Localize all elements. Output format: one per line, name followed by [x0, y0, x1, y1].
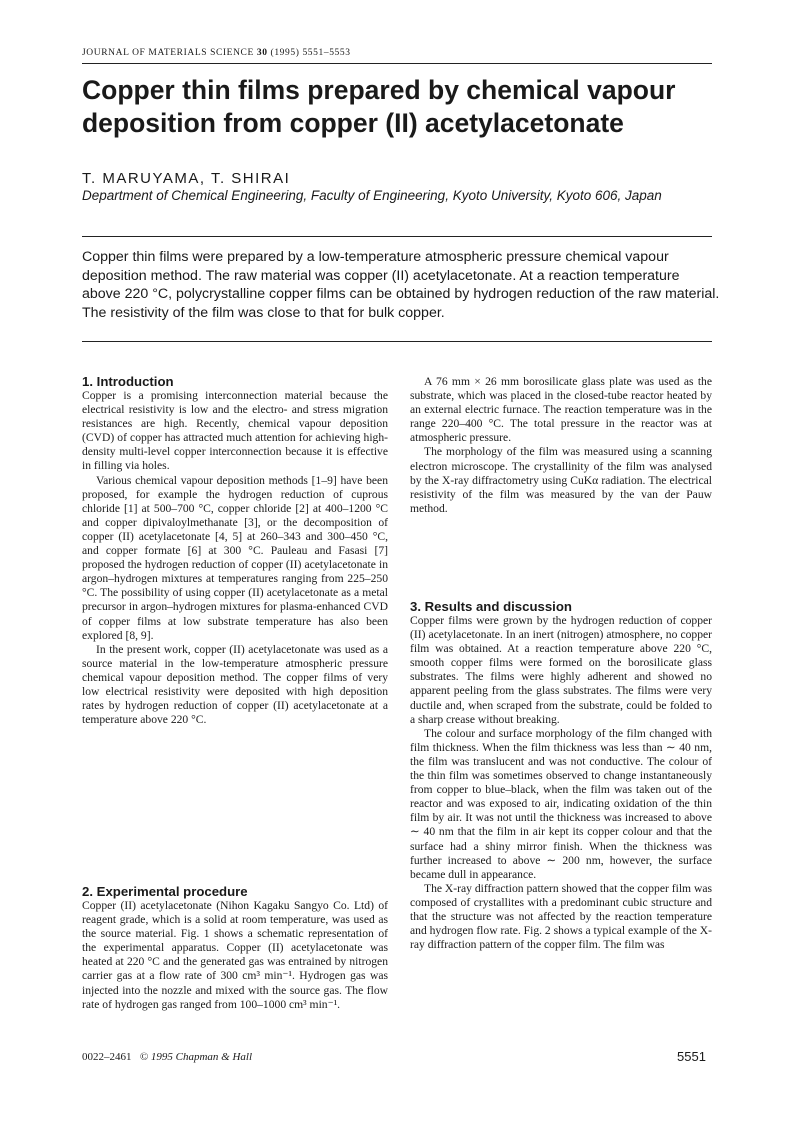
- results-paragraph-2: The colour and surface morphology of the film changed with film thickness. When the film thickness was less than ∼ 40 nm, the film was translucent and was not conductive. The colour of the thin film was sometimes observed to change instantaneously from copper to blue–black, when the film was taken out of the reactor and was exposed to air, indicating oxidation of the thin film by air. It was not until the thickness was increased to above ∼ 40 nm that the film in air kept its copper colour and that the surface had a shiny mirror finish. When the thickness was further increased to above ∼ 200 nm, however, the surface became dull in appearance.: [410, 726, 712, 881]
- abstract: Copper thin films were prepared by a low-temperature atmospheric pressure chemical vapour deposition method. The raw material was copper (II) acetylacetonate. At a reaction temperature above 220 °C, polycrystalline copper films can be obtained by hydrogen reduction of the raw material. The resistivity of the film was close to that for bulk copper.: [82, 249, 720, 321]
- affiliation: Department of Chemical Engineering, Faculty of Engineering, Kyoto University, Kyoto 606, Japan: [82, 188, 662, 203]
- intro-paragraph-3: In the present work, copper (II) acetylacetonate was used as a source material in the low-temperature atmospheric pressure chemical vapour deposition method. The copper films of very low electrical resistivity were deposited with high deposition rates by hydrogen reduction of copper (II) acetylacetonate at a temperature above 220 °C.: [82, 642, 388, 727]
- article-title: Copper thin films prepared by chemical vapour deposition from copper (II) acetylacetonate: [82, 75, 676, 138]
- header-rule: [82, 63, 712, 64]
- heading-introduction: 1. Introduction: [82, 374, 174, 389]
- authors: T. MARUYAMA, T. SHIRAI: [82, 170, 291, 187]
- section-results: [410, 599, 712, 952]
- heading-results: 3. Results and discussion: [410, 599, 572, 614]
- page-number: 5551: [677, 1049, 706, 1064]
- section-experimental-continued: [410, 375, 712, 516]
- experimental-paragraph-2: A 76 mm × 26 mm borosilicate glass plate was used as the substrate, which was placed in the closed-tube reactor heated by an external electric furnace. The reaction temperature was in the range 220–400 °C. The total pressure in the reactor was at atmospheric pressure.: [410, 375, 712, 445]
- results-paragraph-3: The X-ray diffraction pattern showed that the copper film was composed of crystallites with a predominant cubic structure and that the structure was not affected by the reaction temperature and hydrogen flow rate. Fig. 2 shows a typical example of the X-ray diffraction pattern of the copper film. The film was: [410, 881, 713, 952]
- heading-experimental: 2. Experimental procedure: [82, 884, 248, 899]
- experimental-paragraph-3: The morphology of the film was measured using a scanning electron microscope. The crystallinity of the film was analysed by the X-ray diffractometry using CuKα radiation. The electrical resistivity of the film was measured by the van der Pauw method.: [410, 445, 712, 515]
- section-experimental: [82, 884, 388, 1012]
- footer-issn: 0022–2461 © 1995 Chapman & Hall: [82, 1051, 253, 1063]
- section-introduction: [82, 374, 388, 727]
- abstract-top-rule: [82, 236, 712, 237]
- intro-paragraph-2: Various chemical vapour deposition methods [1–9] have been proposed, for example the hydrogen reduction of cuprous chloride [1] at 500–700 °C, copper chloride [2] at 400–1200 °C and copper dipivaloylmethanate [3], or the decomposition of copper (II) acetylacetonate [4, 5] at 260–343 and 300–450 °C, and copper formate [6] at 300 °C. Pauleau and Fasasi [7] proposed the hydrogen reduction of copper (II) acetylacetonate in argon–hydrogen mixtures at temperatures ranging from 225–250 °C. The possibility of using copper (II) acetylacetonate as a metal precursor in argon–hydrogen mixtures for plasma-enhanced CVD of copper films at low substrate temperature has also been explored [8, 9].: [82, 473, 388, 642]
- abstract-bottom-rule: [82, 341, 712, 342]
- experimental-paragraph-1: Copper (II) acetylacetonate (Nihon Kagaku Sangyo Co. Ltd) of reagent grade, which is a solid at room temperature, was used as the source material. Fig. 1 shows a schematic representation of the experimental apparatus. Copper (II) acetylacetonate was heated at 220 °C and the generated gas was entrained by nitrogen carrier gas at a flow rate of 300 cm³ min⁻¹. Hydrogen gas was injected into the nozzle and mixed with the source gas. The flow rate of hydrogen gas ranged from 100–1000 cm³ min⁻¹.: [82, 899, 388, 1011]
- journal-header: JOURNAL OF MATERIALS SCIENCE 30 (1995) 5551–5553: [82, 48, 351, 58]
- intro-paragraph-1: Copper is a promising interconnection material because the electrical resistivity is low and the electro- and stress migration resistances are high. Recently, chemical vapour deposition (CVD) of copper has attracted much attention for achieving high-density multi-level copper interconnection because it is effective in filling via holes.: [82, 389, 388, 473]
- results-paragraph-1: Copper films were grown by the hydrogen reduction of copper (II) acetylacetonate. In an inert (nitrogen) atmosphere, no copper film was obtained. At a reaction temperature above 220 °C, smooth copper films were formed on the borosilicate glass substrates. The films were highly adherent and showed no apparent peeling from the glass substrates. The films were very ductile and, when scraped from the substrate, could be folded to a sharp crease without breaking.: [410, 614, 712, 726]
